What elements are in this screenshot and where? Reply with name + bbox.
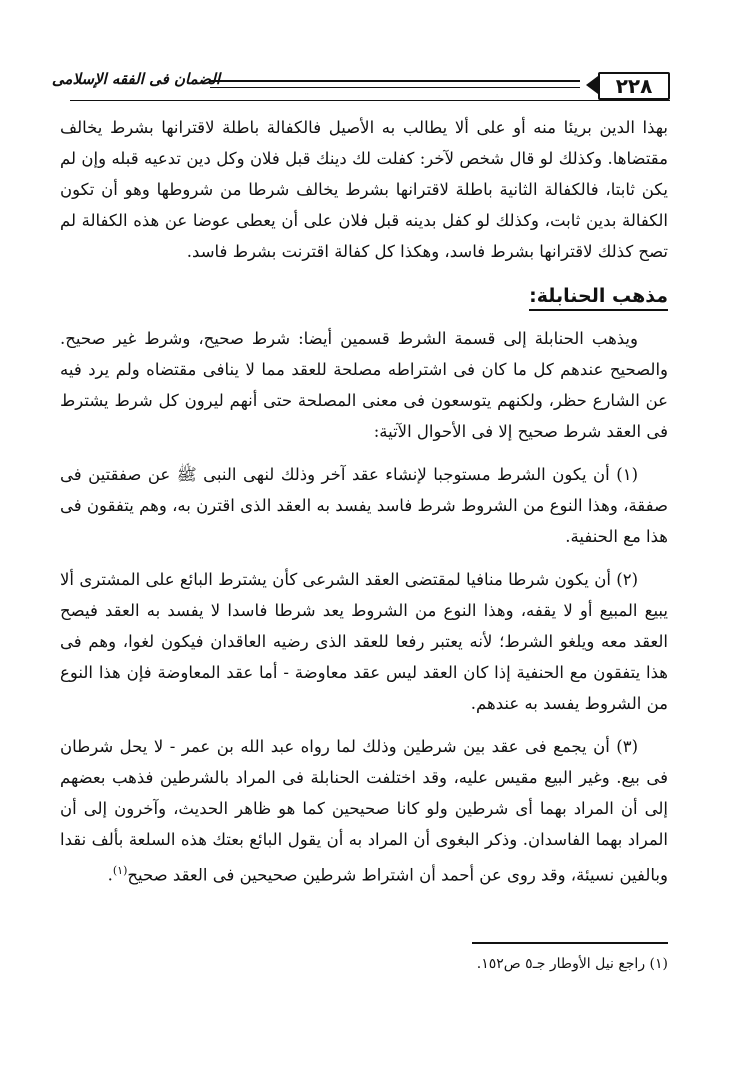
section-heading-wrap	[60, 279, 668, 323]
section-intro: ويذهب الحنابلة إلى قسمة الشرط قسمين أيضا: شرط صحيح، وشرط غير صحيح. والصحيح عندهم كل ما كان فى اشتراطه مصلحة للعقد مما لا ينافى مقتضاه ولم يرد فيه عن الشارع حظر، ولكنهم يتوسعون فى معنى المصلحة حتى أنهم ليرون كل شرط يشترط فى العقد شرط صحيح إلا فى الأحوال الآتية:	[60, 329, 668, 441]
footnote-ref[interactable]: (١)	[112, 864, 128, 877]
section-heading: مذهب الحنابلة:	[529, 285, 668, 311]
header-underline	[70, 100, 670, 101]
footnote: (١) راجع نيل الأوطار جـ٥ ص١٥٢.	[476, 956, 668, 972]
list-item	[60, 731, 668, 891]
page-body	[60, 112, 668, 903]
page-header	[51, 66, 670, 106]
sentence-end: .	[107, 865, 113, 885]
page-number-pointer	[586, 76, 598, 94]
page-number: ٢٢٨	[598, 72, 670, 100]
header-rule	[210, 80, 580, 88]
list-item: (١) أن يكون الشرط مستوجبا لإنشاء عقد آخر وذلك لنهى النبى ﷺ عن صفقتين فى صفقة، وهذا النوع من الشروط شرط فاسد يفسد به العقد الذى اقترن به، وهم يتفقون فى هذا مع الحنفية.	[60, 465, 668, 546]
running-title: الضمان فى الفقه الإسلامى	[51, 70, 220, 88]
list-item-text: (٣) أن يجمع فى عقد بين شرطين وذلك لما رواه عبد الله بن عمر - لا يحل شرطان فى بيع. وغير البيع مقيس عليه، وقد اختلفت الحنابلة فى المراد بالشرطين فذهب بعضهم إلى أن المراد بهما أى شرطين ولو كانا صحيحين كما هو ظاهر الحديث، وآخرون إلى أن المراد بهما الفاسدان. وذكر البغوى أن المراد به أن يقول البائع بعتك هذه السلعة بألف نقدا وبالفين نسيئة، وقد روى عن أحمد أن اشتراط شرطين صحيحين فى العقد صحيح	[60, 737, 668, 885]
list-item: (٢) أن يكون شرطا منافيا لمقتضى العقد الشرعى كأن يشترط البائع على المشترى ألا يبيع المبيع أو لا يقفه، وهذا النوع من الشروط يعد شرطا فاسدا لا يفسد به العقد فيصح العقد معه ويلغو الشرط؛ لأنه يعتبر رفعا للعقد الذى رضيه العاقدان فيكون لغوا، وهم فى هذا يتفقون مع الحنفية إذا كان العقد ليس عقد معاوضة - أما عقد المعاوضة فإن هذا النوع من الشروط يفسد به عندهم.	[60, 570, 668, 713]
footnote-divider	[472, 942, 668, 944]
paragraph-intro: بهذا الدين بريئا منه أو على ألا يطالب به الأصيل فالكفالة باطلة لاقترانها بشرط يخالف مقتضاها. وكذلك لو قال شخص لآخر: كفلت لك دينك قبل فلان وكل دين تدعيه قبله وإن لم يكن ثابتا، فالكفالة الثانية باطلة لاقترانها بشرط يخالف شرطا من شروطها وهو أن تكون الكفالة بدين ثابت، وكذلك لو كفل بدينه قبل فلان على أن يعطى عوضا عن هذه الكفالة لم تصح كذلك لاقترانها بشرط فاسد، وهكذا كل كفالة اقترنت بشرط فاسد.	[60, 118, 668, 261]
